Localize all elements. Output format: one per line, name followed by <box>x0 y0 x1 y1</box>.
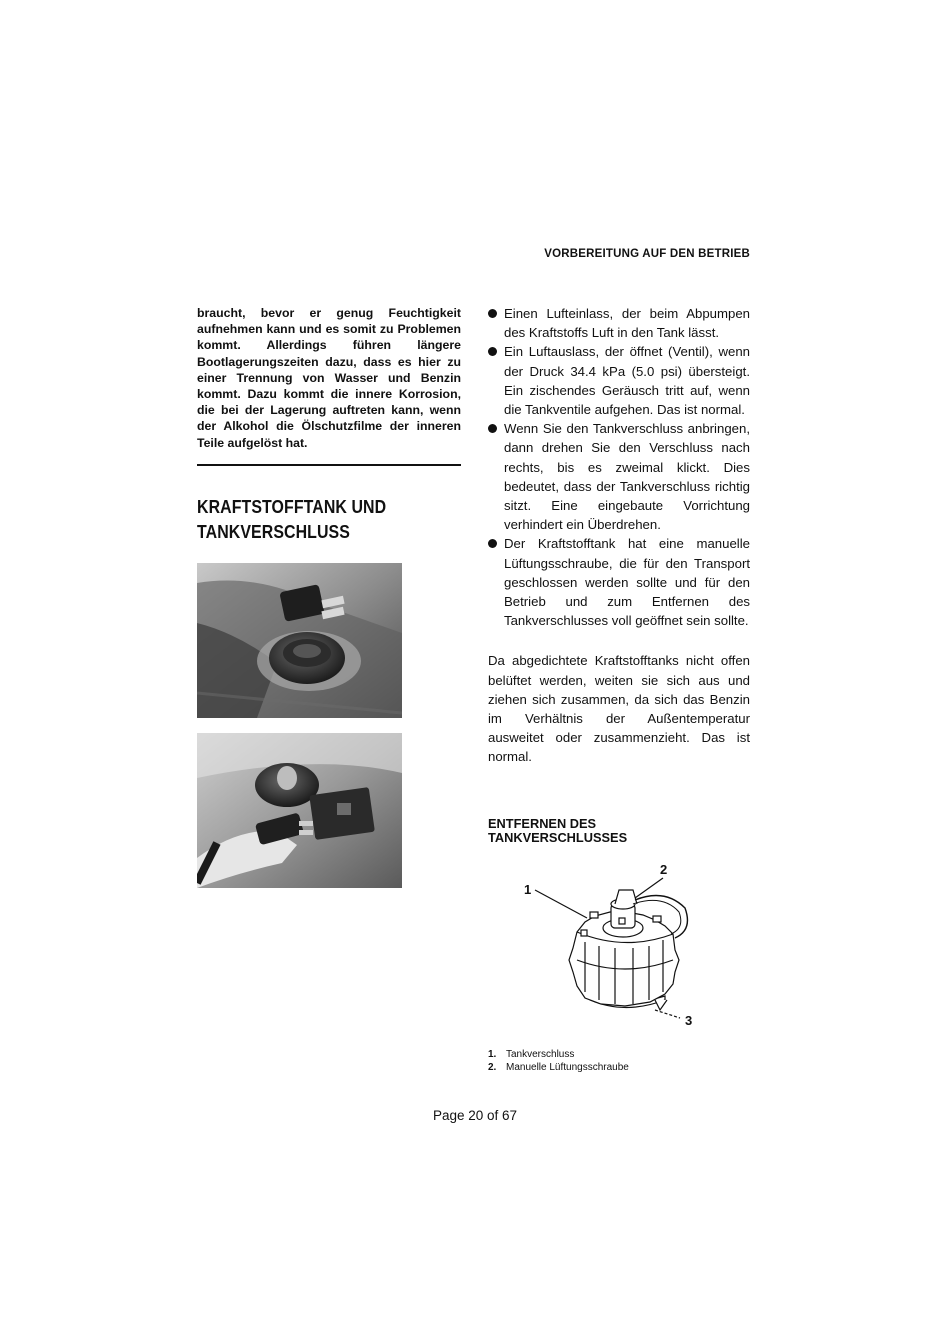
legend-row <box>488 1062 750 1075</box>
right-column <box>488 304 750 767</box>
feature-list <box>488 304 750 630</box>
body-paragraph: Da abgedichtete Kraftstofftanks nicht offen belüftet werden, weiten sie sich aus und ziehen sich zusammen, da sich das Benzin im Verhältnis der Außentemperatur ausweitet oder zusammenzieht. Das ist normal. <box>488 653 750 765</box>
page-number: Page 20 of 67 <box>432 1108 518 1123</box>
callout-2: 2 <box>660 862 668 877</box>
note-divider <box>197 464 461 466</box>
list-item: Wenn Sie den Tankverschluss anbringen, dann drehen Sie den Verschluss nach rechts, bis es zweimal klickt. Dies bedeutet, dass der Tankverschluss richtig sitzt. Eine eingebaute Vorrichtung verhindert ein Überdrehen. <box>488 419 750 534</box>
fuel-tank-photo-top <box>197 563 402 718</box>
list-item: Der Kraftstofftank hat eine manuelle Lüftungsschraube, die für den Transport geschlossen werden sollte und für den Betrieb und zum Entfernen des Tankverschlusses voll geöffnet sein sollte. <box>488 534 750 630</box>
list-item: Ein Luftauslass, der öffnet (Ventil), wenn der Druck 34.4 kPa (5.0 psi) übersteigt. Ein zischendes Geräusch tritt auf, wenn die Tankventile aufgehen. Das ist normal. <box>488 342 750 419</box>
diagram-legend <box>488 1049 750 1074</box>
left-column <box>197 305 461 466</box>
tank-cap-diagram <box>515 860 705 1032</box>
bullet-icon <box>488 424 497 433</box>
section-title-line1: KRAFTSTOFFTANK UND <box>197 496 387 517</box>
bullet-icon <box>488 539 497 548</box>
subsection-heading-line1: ENTFERNEN DES <box>488 816 597 831</box>
legend-number: 1. <box>488 1049 497 1060</box>
subsection-heading-line2: TANKVERSCHLUSSES <box>488 830 628 845</box>
section-title <box>197 494 424 544</box>
running-header: VORBEREITUNG AUF DEN BETRIEB <box>544 248 750 260</box>
legend-label: Manuelle Lüftungsschraube <box>506 1061 629 1073</box>
legend-number: 2. <box>488 1061 497 1073</box>
bullet-icon <box>488 347 497 356</box>
subsection-heading <box>488 817 750 845</box>
callout-1: 1 <box>524 882 532 897</box>
fuel-tank-photo-bottom <box>197 733 402 888</box>
legend-label: Tankverschluss <box>506 1049 575 1060</box>
bullet-icon <box>488 309 497 318</box>
note-text: braucht, bevor er genug Feuchtigkeit aufnehmen kann und es somit zu Problemen kommt. Allerdings führen längere Bootlagerungszeiten dazu, dass es hier zu einer Trennung von Wasser und Benzin kommt. Dazu kommt die innere Korrosion, die bei der Lagerung auftreten kann, wenn der Alkohol die Ölschutzfilme der inneren Teile aufgelöst hat. <box>197 306 461 450</box>
callout-3: 3 <box>685 1013 693 1028</box>
list-item: Einen Lufteinlass, der beim Abpumpen des Kraftstoffs Luft in den Tank lässt. <box>488 304 750 342</box>
legend-row <box>488 1049 750 1062</box>
section-title-line2: TANKVERSCHLUSS <box>197 521 350 542</box>
